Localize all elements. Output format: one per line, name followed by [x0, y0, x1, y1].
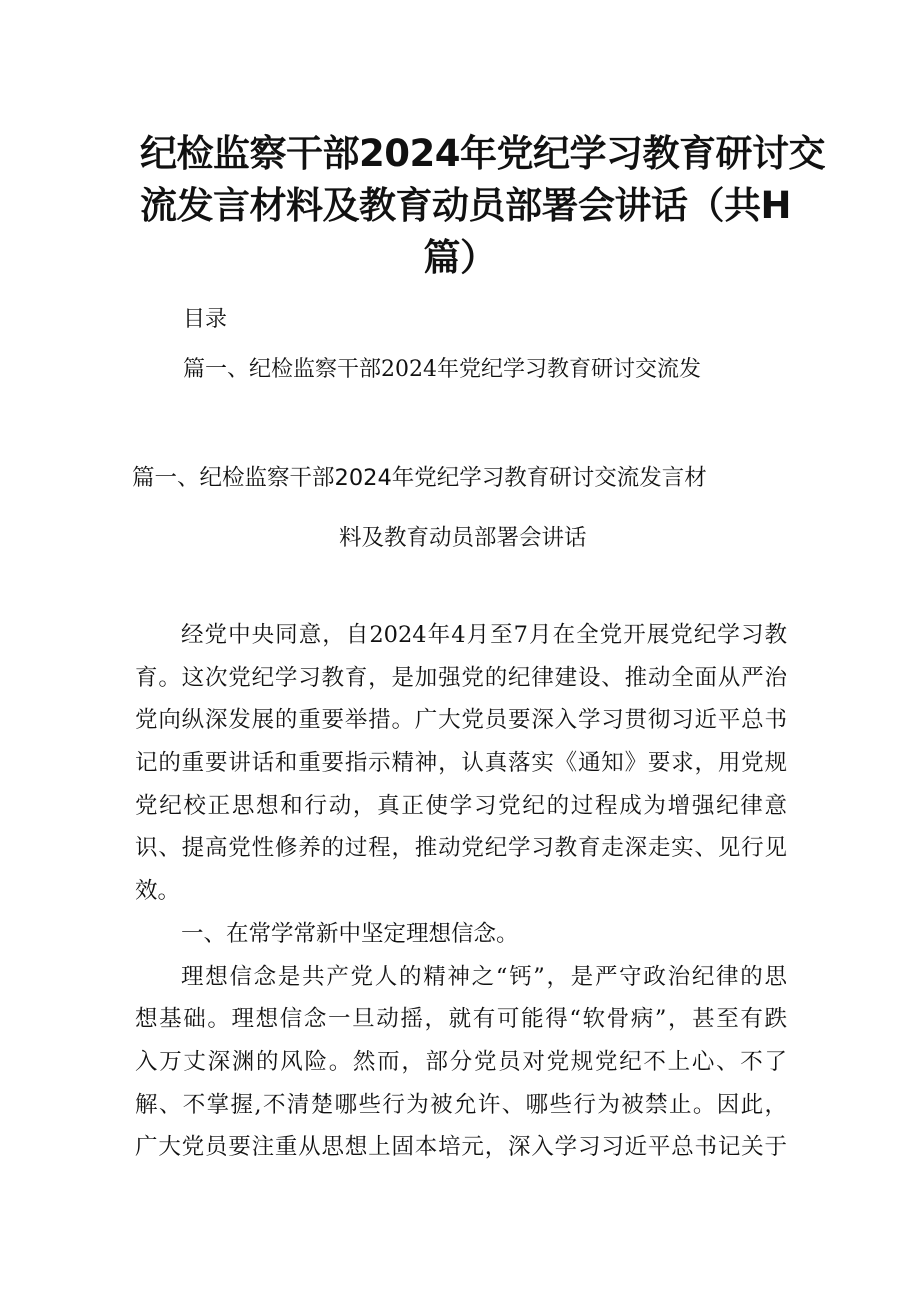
subheading-line: 一、在常学常新中坚定理想信念。 [181, 920, 519, 947]
paragraph-line: 解、不掌握,不清楚哪些行为被允许、哪些行为被禁止。因此， [135, 1091, 787, 1118]
paragraph-line: 记的重要讲话和重要指示精神，认真落实《通知》要求，用党规 [135, 750, 787, 777]
title-line: 流发言材料及教育动员部署会讲话（共H [140, 184, 791, 227]
title-line: 篇） [423, 236, 497, 279]
body-text [135, 622, 787, 1177]
paragraph-line: 党纪校正思想和行动，真正使学习党纪的过程成为增强纪律意 [135, 792, 787, 819]
toc-heading: 目录 [183, 307, 228, 332]
paragraph-line: 党向纵深发展的重要举措。广大党员要深入学习贯彻习近平总书 [135, 707, 787, 734]
paragraph-line: 经党中央同意，自2024年4月至7月在全党开展党纪学习教 [181, 622, 787, 648]
paragraph-line: 想基础。理想信念一旦动摇，就有可能得“软骨病”，甚至有跌 [135, 1006, 787, 1033]
paragraph-line: 育。这次党纪学习教育，是加强党的纪律建设、推动全面从严治 [135, 664, 787, 691]
title-line: 纪检监察干部2024年党纪学习教育研讨交 [140, 132, 825, 175]
paragraph-line: 识、提高党性修养的过程，推动党纪学习教育走深走实、见行见 [135, 835, 787, 862]
paragraph-line: 理想信念是共产党人的精神之“钙”，是严守政治纪律的思 [181, 963, 787, 990]
paragraph-line: 入万丈深渊的风险。然而，部分党员对党规党纪不上心、不了 [135, 1048, 787, 1075]
paragraph-line: 效。 [135, 878, 181, 905]
paragraph-line: 广大党员要注重从思想上固本培元，深入学习习近平总书记关于 [135, 1134, 787, 1161]
section-title-line: 料及教育动员部署会讲话 [339, 525, 587, 551]
toc-item[interactable]: 篇一、纪检监察干部2024年党纪学习教育研讨交流发 [183, 357, 701, 382]
document-title [140, 128, 825, 284]
section-title-line: 篇一、纪检监察干部2024年党纪学习教育研讨交流发言材 [132, 465, 707, 491]
